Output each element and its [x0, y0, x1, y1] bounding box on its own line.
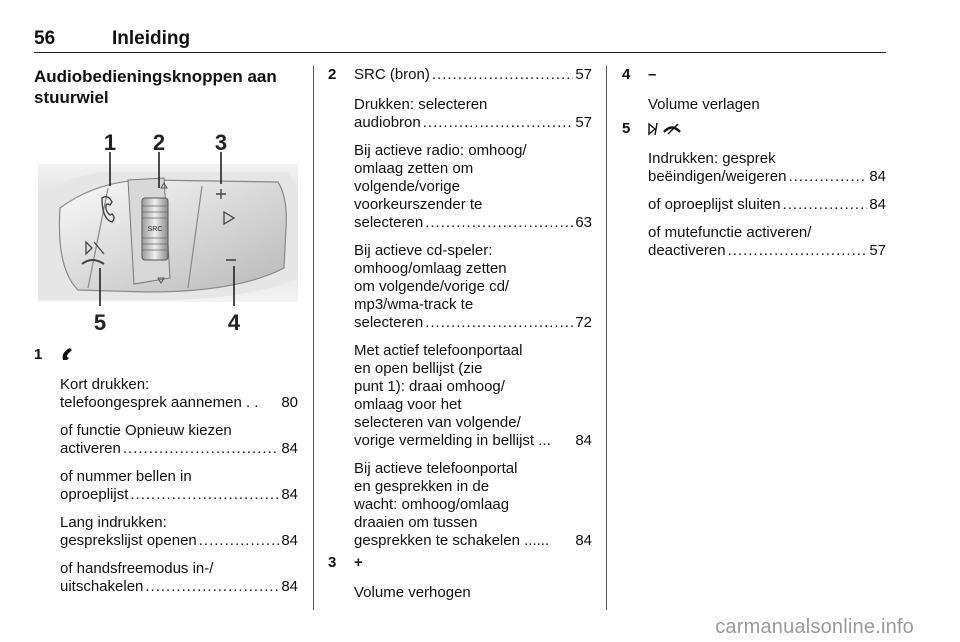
text-line: telefoongesprek aannemen . . 80	[60, 394, 298, 411]
page-ref: 63	[575, 214, 592, 231]
callout-1: 1	[103, 130, 117, 155]
mute-hangup-icon	[648, 122, 682, 141]
src-button-label: SRC	[147, 226, 163, 233]
page-ref: 84	[869, 168, 886, 185]
text-line: volgende/vorige	[354, 178, 460, 195]
page-ref: 57	[575, 114, 592, 131]
page-ref: 84	[281, 532, 298, 549]
page-ref: 84	[281, 578, 298, 595]
text-line: of mutefunctie activeren/	[648, 224, 812, 241]
item-4-5	[622, 66, 886, 296]
text-line: Volume verlagen	[648, 96, 760, 113]
item-2-block-6	[354, 460, 592, 550]
item-1-block-4	[60, 514, 298, 550]
item-2-block-5	[354, 342, 592, 450]
text-line: vorige vermelding in bellijst ... 84	[354, 432, 592, 449]
text-line: of handsfreemodus in-/	[60, 560, 214, 577]
page-ref: 57	[575, 66, 592, 83]
item-number: 2	[328, 66, 337, 83]
steering-wheel-illustration	[38, 128, 298, 338]
page-ref: 84	[281, 440, 298, 457]
text-line: of nummer bellen in	[60, 468, 192, 485]
item-2	[328, 66, 592, 606]
item-2-block-2	[354, 96, 592, 132]
text-line: oproeplijst ..... 84	[60, 486, 298, 504]
callout-4: 4	[227, 310, 241, 335]
item-number: 5	[622, 120, 631, 137]
text-line: selecteren ..... 63	[354, 214, 592, 232]
item-number: 3	[328, 554, 337, 571]
text-line: mp3/wma-track te	[354, 296, 474, 313]
text-line: Drukken: selecteren	[354, 96, 488, 113]
page-number: 56	[34, 28, 56, 49]
text-line: omlaag voor het	[354, 396, 462, 413]
text-line: Bij actieve radio: omhoog/	[354, 142, 527, 159]
item-5-block-1	[648, 150, 886, 186]
text-line: SRC (bron) ..... 57	[354, 66, 592, 84]
text-line: omhoog/omlaag zetten	[354, 260, 507, 277]
item-1-block-5	[60, 560, 298, 596]
page-ref: 80	[281, 394, 298, 411]
item-number: 4	[622, 66, 631, 83]
phone-pickup-icon	[60, 346, 74, 367]
text-line: draaien om tussen	[354, 514, 478, 531]
text-line: beëindigen/weigeren ..... 84	[648, 168, 886, 186]
text-line: gesprekslijst openen ..... 84	[60, 532, 298, 550]
text-line: selecteren van volgende/	[354, 414, 521, 431]
item-2-block-1	[354, 66, 592, 84]
text-line: uitschakelen ..... 84	[60, 578, 298, 596]
steering-wheel-controls-figure	[38, 128, 298, 338]
item-2-block-3	[354, 142, 592, 232]
page-ref: 57	[869, 242, 886, 259]
text-line: omlaag zetten om	[354, 160, 474, 177]
minus-symbol: –	[648, 66, 657, 83]
text-line: Bij actieve cd-speler:	[354, 242, 493, 259]
text-line: voorkeurszender te	[354, 196, 483, 213]
text-line: activeren ..... 84	[60, 440, 298, 458]
callout-5: 5	[93, 310, 107, 335]
text-line: om volgende/vorige cd/	[354, 278, 510, 295]
page-header	[34, 28, 886, 53]
text-line: gesprekken te schakelen ...... 84	[354, 532, 592, 549]
text-line: Volume verhogen	[354, 584, 471, 601]
item-5-block-3	[648, 224, 886, 260]
item-1-block-2	[60, 422, 298, 458]
item-3-block-1	[354, 584, 592, 602]
item-1-block-1	[60, 376, 298, 412]
section-title: Audiobedieningsknoppen aan stuurwiel	[34, 67, 277, 107]
item-4-block-1	[648, 96, 886, 114]
item-1-block-3	[60, 468, 298, 504]
text-line: audiobron ..... 57	[354, 114, 592, 132]
page-ref: 84	[575, 432, 592, 449]
plus-symbol: +	[354, 554, 363, 571]
text-line: Met actief telefoonportaal	[354, 342, 523, 359]
text-line: en open bellijst (zie	[354, 360, 483, 377]
text-line: Kort drukken:	[60, 376, 150, 393]
page-ref: 84	[869, 196, 886, 213]
text-line: en gesprekken in de	[354, 478, 490, 495]
text-line: Indrukken: gesprek	[648, 150, 776, 167]
column-divider	[313, 66, 314, 610]
text-line: Lang indrukken:	[60, 514, 167, 531]
text-line: selecteren ..... 72	[354, 314, 592, 332]
chapter-title: Inleiding	[112, 28, 191, 49]
item-2-block-4	[354, 242, 592, 332]
watermark: carmanualsonline.info	[715, 616, 914, 638]
text-line: of functie Opnieuw kiezen	[60, 422, 232, 439]
page-ref: 84	[281, 486, 298, 503]
text-line: of oproeplijst sluiten ..... 84	[648, 196, 886, 214]
page-ref: 84	[575, 532, 592, 549]
text-line: punt 1): draai omhoog/	[354, 378, 505, 395]
text-line: Bij actieve telefoonportal	[354, 460, 518, 477]
item-5-block-2	[648, 196, 886, 214]
callout-2: 2	[152, 130, 166, 155]
item-1	[34, 346, 298, 616]
text-line: wacht: omhoog/omlaag	[354, 496, 510, 513]
item-number: 1	[34, 346, 43, 363]
page-ref: 72	[575, 314, 592, 331]
callout-3: 3	[214, 130, 228, 155]
column-divider	[606, 66, 607, 610]
text-line: deactiveren ..... 57	[648, 242, 886, 260]
